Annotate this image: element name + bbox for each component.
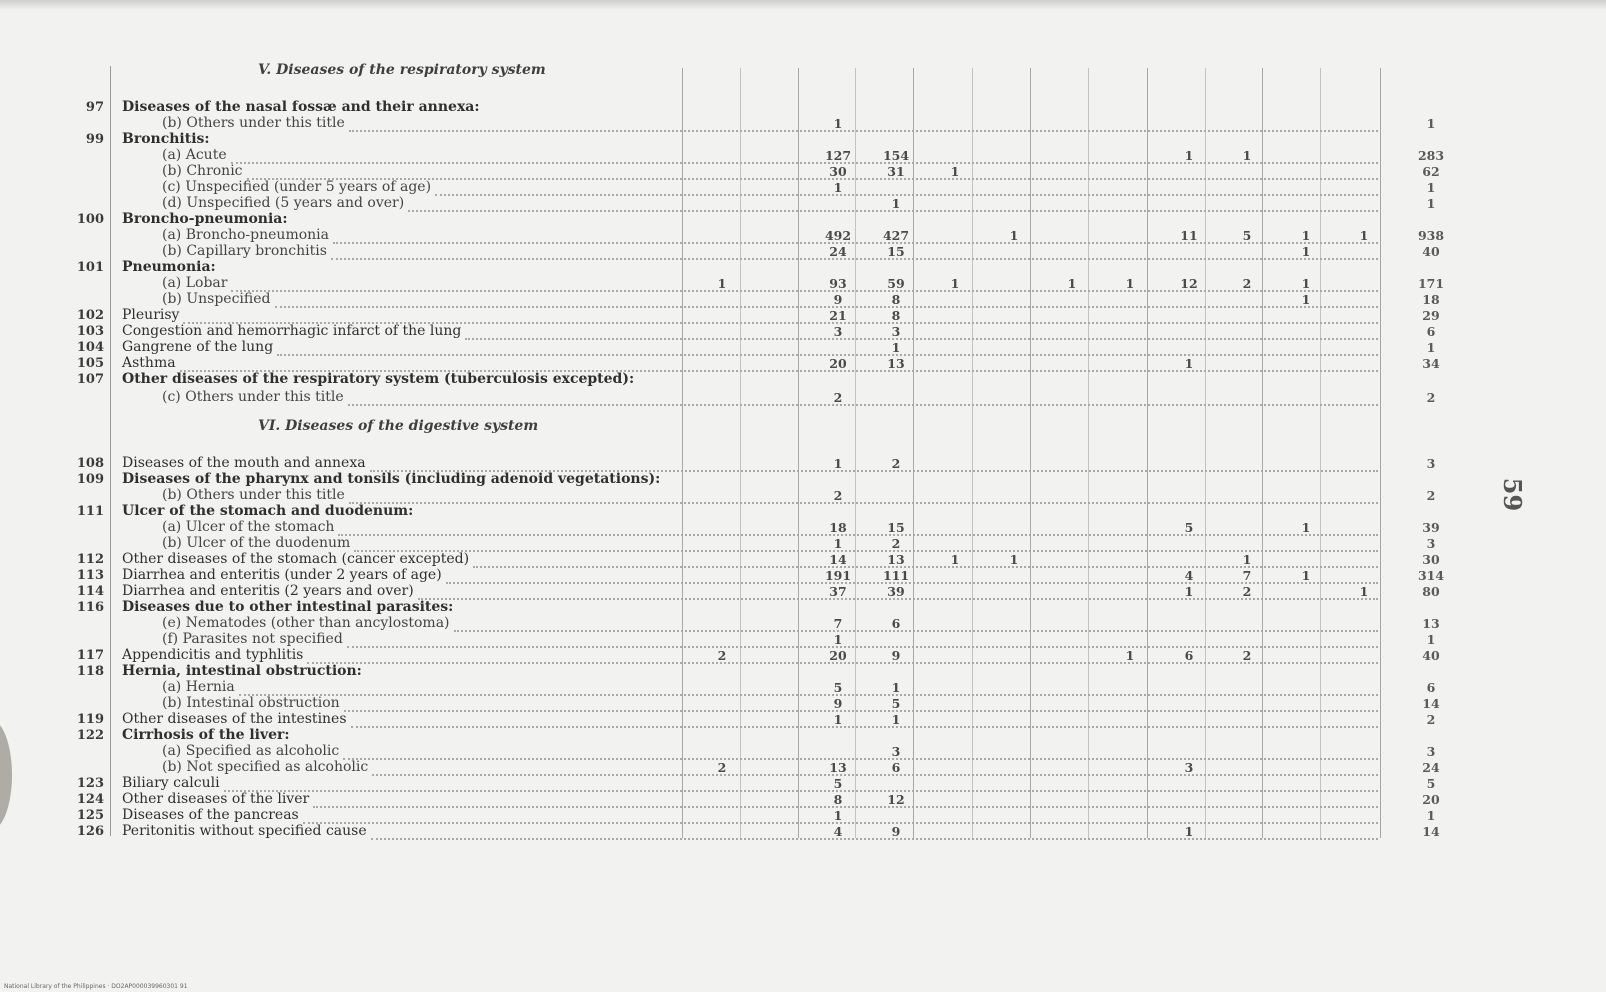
row-number: 102 [76,308,104,323]
table-cell: 40 [1422,244,1440,259]
row-number: 101 [76,260,104,275]
column-rule [740,68,741,838]
leader-dots [354,550,1378,552]
table-cell: 30 [1422,552,1440,567]
table-cell: 3 [833,324,843,339]
column-rule [1088,68,1089,838]
table-cell: 20 [829,356,847,371]
section-title: VI. Diseases of the digestive system [258,418,539,434]
leader-dots [347,646,1378,648]
table-cell: 1 [1184,356,1194,371]
table-cell: 492 [824,228,852,243]
table-cell: 29 [1422,308,1440,323]
row-label: (b) Ulcer of the duodenum [162,535,351,551]
row-label: (c) Unspecified (under 5 years of age) [162,179,432,195]
row-label: Hernia, intestinal obstruction: [122,663,362,679]
table-cell: 1 [1009,228,1019,243]
table-cell: 15 [887,244,905,259]
table-cell: 1 [1301,276,1311,291]
table-cell: 30 [829,164,847,179]
row-label: Appendicitis and typhlitis [122,647,304,663]
table-cell: 2 [833,488,843,503]
table-cell: 13 [887,356,905,371]
row-number: 126 [76,824,104,839]
column-rule [798,68,799,838]
table-cell: 1 [1426,808,1436,823]
row-label: (b) Others under this title [162,115,345,131]
table-cell: 5 [1242,228,1252,243]
leader-dots [454,630,1378,632]
row-label: (b) Intestinal obstruction [162,695,340,711]
table-cell: 62 [1422,164,1440,179]
table-cell: 3 [891,324,901,339]
table-cell: 1 [891,712,901,727]
row-number: 114 [76,584,104,599]
row-number: 100 [76,212,104,227]
table-cell: 1 [891,196,901,211]
table-cell: 1 [1242,552,1252,567]
row-number: 118 [76,664,104,679]
table-cell: 2 [1426,488,1436,503]
table-cell: 5 [833,776,843,791]
table-cell: 21 [829,308,847,323]
table-cell: 3 [891,744,901,759]
row-label: (a) Acute [162,147,227,163]
page-number: 59 [1498,477,1528,512]
table-cell: 13 [1422,616,1440,631]
table-cell: 1 [1125,648,1135,663]
scan-top-edge [0,0,1606,10]
table-cell: 5 [1426,776,1436,791]
binding-shadow [0,720,12,830]
table-cell: 1 [950,164,960,179]
table-cell: 6 [891,760,901,775]
row-number: 105 [76,356,104,371]
table-cell: 7 [1242,568,1252,583]
row-label: Diarrhea and enteritis (2 years and over) [122,583,414,599]
row-label: Broncho-pneumonia: [122,211,288,227]
table-cell: 5 [833,680,843,695]
table-cell: 3 [1426,536,1436,551]
table-cell: 1 [833,456,843,471]
table-cell: 39 [1422,520,1440,535]
table-cell: 1 [833,808,843,823]
row-label: (b) Capillary bronchitis [162,243,327,259]
row-label: (a) Broncho-pneumonia [162,227,329,243]
row-label: Diseases of the mouth and annexa [122,455,366,471]
row-number: 113 [76,568,104,583]
table-cell: 171 [1417,276,1445,291]
table-cell: 39 [887,584,905,599]
table-cell: 3 [1426,456,1436,471]
table-cell: 1 [1301,292,1311,307]
table-cell: 9 [891,648,901,663]
table-cell: 2 [717,648,727,663]
table-cell: 1 [1067,276,1077,291]
table-cell: 1 [1009,552,1019,567]
table-cell: 1 [950,552,960,567]
table-cell: 1 [1184,148,1194,163]
leader-dots [371,838,1378,840]
table-cell: 1 [833,116,843,131]
table-cell: 1 [1125,276,1135,291]
row-label: Other diseases of the intestines [122,711,347,727]
table-cell: 1 [950,276,960,291]
row-label: Other diseases of the liver [122,791,310,807]
table-cell: 12 [887,792,905,807]
row-label: Diseases of the nasal fossæ and their annexa: [122,99,480,115]
row-label: (a) Ulcer of the stomach [162,519,335,535]
row-number: 125 [76,808,104,823]
row-label: Peritonitis without specified cause [122,823,367,839]
leader-dots [351,726,1378,728]
table-cell: 1 [833,536,843,551]
table-cell: 93 [829,276,847,291]
column-rule [1262,68,1263,838]
table-cell: 12 [1180,276,1198,291]
row-number: 108 [76,456,104,471]
table-cell: 80 [1422,584,1440,599]
table-cell: 2 [1242,584,1252,599]
table-cell: 1 [1301,520,1311,535]
column-rule [972,68,973,838]
row-number: 119 [76,712,104,727]
table-cell: 7 [833,616,843,631]
table-cell: 1 [891,340,901,355]
column-rule [1205,68,1206,838]
table-cell: 9 [833,696,843,711]
table-cell: 2 [1242,648,1252,663]
table-cell: 15 [887,520,905,535]
row-label: (c) Others under this title [162,389,344,405]
table-cell: 2 [891,536,901,551]
table-cell: 1 [1426,632,1436,647]
table-cell: 1 [833,180,843,195]
row-label: Diarrhea and enteritis (under 2 years of age) [122,567,442,583]
row-label: Diseases of the pharynx and tonsils (including adenoid vegetations): [122,471,661,487]
table-cell: 9 [891,824,901,839]
row-number: 124 [76,792,104,807]
row-label: Asthma [122,355,176,371]
table-cell: 938 [1417,228,1445,243]
leader-dots [343,758,1378,760]
table-cell: 191 [824,568,852,583]
row-number: 107 [76,372,104,387]
row-label: Bronchitis: [122,131,210,147]
table-cell: 18 [1422,292,1440,307]
table-cell: 59 [887,276,905,291]
row-number: 104 [76,340,104,355]
row-label: (b) Chronic [162,163,243,179]
column-rule [682,68,683,838]
table-cell: 1 [1242,148,1252,163]
table-cell: 1 [1359,584,1369,599]
leader-dots [344,710,1378,712]
table-cell: 20 [1422,792,1440,807]
row-number: 99 [85,132,104,147]
row-label: (f) Parasites not specified [162,631,343,647]
table-cell: 14 [1422,696,1440,711]
table-cell: 1 [1426,196,1436,211]
table-cell: 1 [1426,180,1436,195]
row-label: (b) Not specified as alcoholic [162,759,369,775]
table-cell: 13 [829,760,847,775]
table-cell: 2 [1426,390,1436,405]
row-label: (a) Lobar [162,275,228,291]
table-cell: 127 [824,148,852,163]
table-cell: 5 [1184,520,1194,535]
table-cell: 37 [829,584,847,599]
row-label: (a) Hernia [162,679,235,695]
table-cell: 40 [1422,648,1440,663]
row-label: (d) Unspecified (5 years and over) [162,195,405,211]
table-cell: 8 [833,792,843,807]
table-cell: 4 [833,824,843,839]
table-cell: 31 [887,164,905,179]
column-rule [1320,68,1321,838]
row-number: 111 [76,504,104,519]
row-number: 123 [76,776,104,791]
table-cell: 20 [829,648,847,663]
table-cell: 24 [1422,760,1440,775]
row-label: Other diseases of the respiratory system (tuberculosis excepted): [122,371,635,387]
table-cell: 4 [1184,568,1194,583]
table-cell: 1 [833,632,843,647]
table-cell: 1 [1184,584,1194,599]
table-cell: 1 [1301,244,1311,259]
table-cell: 2 [717,760,727,775]
table-cell: 6 [1184,648,1194,663]
row-label: (e) Nematodes (other than ancylostoma) [162,615,450,631]
table-cell: 1 [1359,228,1369,243]
column-rule [1147,68,1148,838]
leader-dots [349,130,1378,132]
row-label: Biliary calculi [122,775,220,791]
leader-dots [239,694,1378,696]
row-label: Cirrhosis of the liver: [122,727,290,743]
row-number-rule [110,66,111,836]
table-cell: 1 [891,680,901,695]
table-cell: 283 [1417,148,1445,163]
table-cell: 1 [1301,568,1311,583]
row-number: 122 [76,728,104,743]
leader-dots [224,790,1378,792]
row-label: (b) Others under this title [162,487,345,503]
table-cell: 1 [1426,116,1436,131]
column-rule [1380,68,1381,838]
table-cell: 3 [1426,744,1436,759]
table-cell: 5 [891,696,901,711]
table-cell: 154 [882,148,910,163]
table-cell: 18 [829,520,847,535]
table-cell: 6 [891,616,901,631]
row-number: 109 [76,472,104,487]
table-cell: 13 [887,552,905,567]
leader-dots [349,502,1378,504]
scan-credit: National Library of the Philippines · DO2AP000039960301 91 [4,983,188,990]
table-cell: 6 [1426,324,1436,339]
leader-dots [338,534,1378,536]
table-cell: 427 [882,228,910,243]
row-label: Pleurisy [122,307,180,323]
table-cell: 6 [1426,680,1436,695]
table-cell: 34 [1422,356,1440,371]
table-cell: 2 [833,390,843,405]
row-label: Diseases of the pancreas [122,807,299,823]
table-cell: 3 [1184,760,1194,775]
table-cell: 8 [891,292,901,307]
row-label: Pneumonia: [122,259,216,275]
table-cell: 1 [1426,340,1436,355]
row-number: 116 [76,600,104,615]
row-label: (a) Specified as alcoholic [162,743,340,759]
leader-dots [348,404,1378,406]
table-cell: 8 [891,308,901,323]
table-cell: 1 [1301,228,1311,243]
table-cell: 11 [1180,228,1198,243]
row-number: 103 [76,324,104,339]
table-cell: 111 [882,568,910,583]
row-number: 117 [76,648,104,663]
table-cell: 2 [891,456,901,471]
section-title: V. Diseases of the respiratory system [258,62,546,78]
row-number: 112 [76,552,104,567]
table-cell: 2 [1242,276,1252,291]
table-cell: 314 [1417,568,1445,583]
row-label: Ulcer of the stomach and duodenum: [122,503,414,519]
table-cell: 14 [1422,824,1440,839]
table-cell: 24 [829,244,847,259]
table-cell: 1 [833,712,843,727]
row-label: Congestion and hemorrhagic infarct of the lung [122,323,462,339]
row-label: Gangrene of the lung [122,339,274,355]
table-cell: 2 [1426,712,1436,727]
table-cell: 1 [1184,824,1194,839]
row-number: 97 [85,100,104,115]
leader-dots [465,338,1378,340]
leader-dots [372,774,1378,776]
table-cell: 9 [833,292,843,307]
row-label: Other diseases of the stomach (cancer excepted) [122,551,470,567]
column-rule [1030,68,1031,838]
table-cell: 14 [829,552,847,567]
row-label: (b) Unspecified [162,291,271,307]
row-label: Diseases due to other intestinal parasites: [122,599,454,615]
table-cell: 1 [717,276,727,291]
